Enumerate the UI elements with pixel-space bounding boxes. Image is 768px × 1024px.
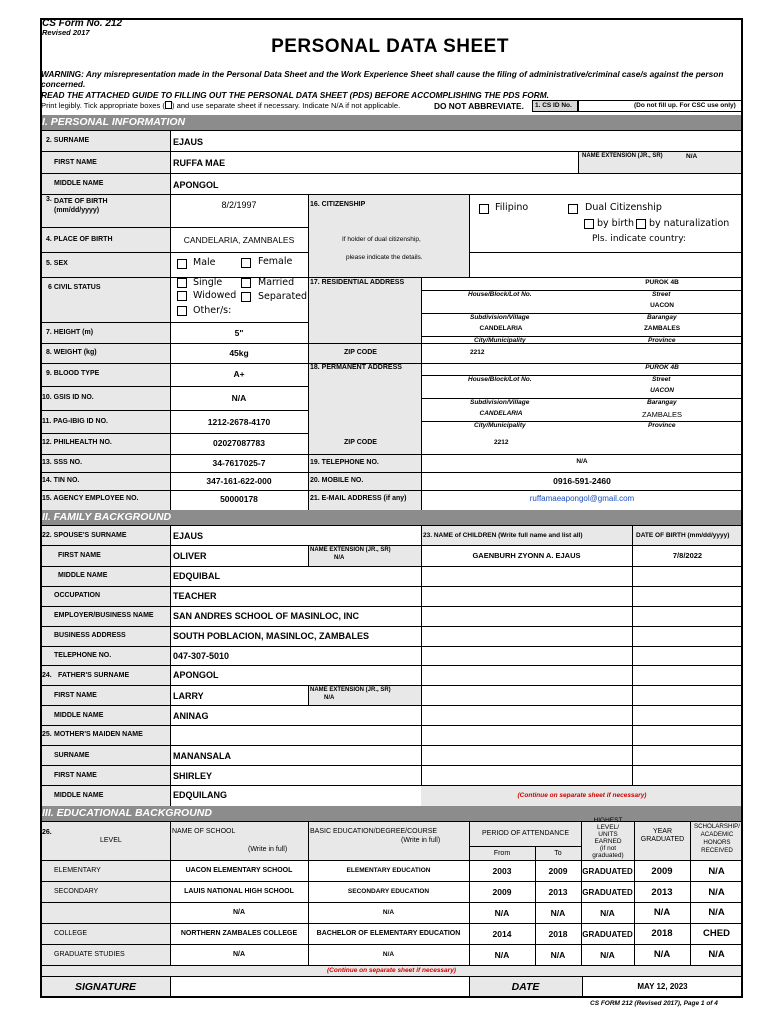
edu-course[interactable]: N/A (382, 951, 395, 958)
middle-name-label: MIDDLE NAME (54, 180, 104, 187)
sss-value[interactable]: 34-7617025-7 (212, 458, 266, 468)
edu-to[interactable]: 2013 (548, 887, 568, 897)
honors-header-line1: SCHOLARSHIP/ (693, 823, 741, 830)
page-footer: CS FORM 212 (Revised 2017), Page 1 of 4 (590, 1000, 718, 1007)
res-house-sublabel: House/Block/Lot No. (468, 291, 532, 298)
name-ext-label: NAME EXTENSION (JR., SR) (582, 153, 663, 159)
edu-level: COLLEGE (54, 930, 88, 937)
edu-school-header: NAME OF SCHOOL (172, 828, 236, 835)
honors-header-line4: RECEIVED (701, 847, 733, 854)
father-ext-label: NAME EXTENSION (JR., SR) (310, 687, 391, 693)
telephone-value[interactable]: N/A (576, 458, 588, 465)
education-number: 26. (42, 829, 52, 836)
edu-year[interactable]: 2009 (651, 866, 673, 877)
res-street-value[interactable]: PUROK 4B (645, 279, 679, 286)
employer-value[interactable]: SAN ANDRES SCHOOL OF MASINLOC, INC (173, 611, 360, 621)
mother-surname-label: SURNAME (54, 752, 90, 759)
signature-label: SIGNATURE (74, 981, 137, 993)
weight-label: 8. WEIGHT (kg) (46, 349, 97, 356)
spouse-ext-value[interactable]: N/A (334, 555, 345, 561)
edu-level-header: LEVEL (100, 837, 122, 844)
edu-level: GRADUATE STUDIES (54, 951, 125, 958)
spouse-first-label: FIRST NAME (58, 552, 101, 559)
telephone-label: 19. TELEPHONE NO. (310, 459, 379, 466)
first-name-value[interactable]: RUFFA MAE (173, 158, 226, 168)
units-header-line5: (if not (599, 845, 617, 852)
pob-label: 4. PLACE OF BIRTH (46, 236, 113, 243)
perm-barangay-value[interactable]: UACON (650, 387, 674, 394)
edu-course[interactable]: BACHELOR OF ELEMENTARY EDUCATION (316, 930, 461, 937)
units-header-line6: graduated) (592, 852, 624, 859)
edu-course[interactable]: SECONDARY EDUCATION (347, 888, 430, 895)
section-educational-background: III. EDUCATIONAL BACKGROUND (40, 806, 743, 821)
perm-barangay-sublabel: Barangay (647, 399, 677, 406)
mother-first-value[interactable]: SHIRLEY (173, 771, 213, 781)
pagibig-label: 11. PAG-IBIG ID NO. (42, 418, 108, 425)
child-name-value[interactable]: GAENBURH ZYONN A. EJAUS (472, 551, 581, 560)
res-barangay-sublabel: Barangay (647, 314, 677, 321)
blood-value[interactable]: A+ (233, 369, 245, 379)
father-first-label: FIRST NAME (54, 692, 97, 699)
honors-header-line2: ACADEMIC (700, 831, 734, 838)
surname-label: 2. SURNAME (46, 137, 90, 144)
agency-no-value[interactable]: 50000178 (220, 494, 258, 504)
perm-street-sublabel: Street (652, 376, 671, 383)
form-revised: Revised 2017 (42, 28, 90, 37)
edu-school-note: (Write in full) (248, 846, 288, 853)
father-first-value[interactable]: LARRY (173, 691, 204, 701)
edu-units[interactable]: N/A (600, 908, 615, 918)
page-title: PERSONAL DATA SHEET (271, 36, 509, 57)
by-birth-label: by birth (597, 218, 634, 229)
spouse-surname-label: 22. SPOUSE'S SURNAME (42, 532, 127, 539)
perm-street-value[interactable]: PUROK 4B (645, 364, 679, 371)
separated-label: Separated (258, 291, 308, 302)
edu-from[interactable]: N/A (494, 950, 510, 960)
edu-course-header: BASIC EDUCATION/DEGREE/COURSE (310, 828, 438, 835)
permanent-address-label: 18. PERMANENT ADDRESS (310, 364, 402, 371)
edu-course[interactable]: N/A (382, 909, 395, 916)
cs-id-note: (Do not fill up. For CSC use only) (634, 102, 736, 109)
res-zip-value[interactable]: 2212 (470, 349, 485, 356)
edu-units[interactable]: GRADUATED (582, 867, 633, 876)
spouse-middle-label: MIDDLE NAME (58, 572, 108, 579)
middle-name-value[interactable]: APONGOL (173, 180, 219, 190)
email-value[interactable]: ruffamaeapongol@gmail.com (529, 494, 635, 503)
occupation-label: OCCUPATION (54, 592, 101, 599)
perm-city-value[interactable]: CANDELARIA (479, 410, 523, 417)
citizenship-label: 16. CITIZENSHIP (310, 201, 366, 208)
philhealth-label: 12. PHILHEALTH NO. (42, 439, 112, 446)
residential-address-label: 17. RESIDENTIAL ADDRESS (310, 279, 405, 286)
res-barangay-value[interactable]: UACON (650, 302, 674, 309)
pagibig-value[interactable]: 1212-2678-4170 (207, 417, 271, 427)
edu-units[interactable]: N/A (600, 950, 615, 960)
height-label: 7. HEIGHT (m) (46, 329, 94, 336)
edu-to[interactable]: 2018 (548, 929, 568, 939)
mobile-label: 20. MOBILE NO. (310, 477, 364, 484)
dob-label: DATE OF BIRTH (54, 198, 108, 205)
education-continue-note: (Continue on separate sheet if necessary) (327, 967, 456, 974)
spouse-ext-label: NAME EXTENSION (JR., SR) (310, 547, 391, 553)
children-label: 23. NAME of CHILDREN (Write full name and list all) (423, 532, 583, 539)
units-header-line4: EARNED (594, 838, 622, 845)
units-header-line2: LEVEL/ (596, 824, 620, 831)
res-city-sublabel: City/Municipality (474, 337, 526, 344)
guide-text: READ THE ATTACHED GUIDE TO FILLING OUT THE PERSONAL DATA SHEET (PDS) BEFORE ACCOMPLISHING THE PDS FORM. (41, 90, 549, 100)
edu-honors[interactable]: N/A (708, 907, 725, 918)
form-number: CS Form No. 212 (42, 18, 123, 29)
edu-school[interactable]: N/A (232, 951, 246, 958)
edu-from[interactable]: 2014 (492, 929, 512, 939)
edu-honors[interactable]: N/A (708, 866, 725, 877)
edu-units[interactable]: GRADUATED (582, 930, 633, 939)
edu-year[interactable]: 2018 (651, 928, 673, 939)
surname-value[interactable]: EJAUS (173, 137, 204, 147)
res-province-sublabel: Province (648, 337, 676, 344)
edu-year[interactable]: 2013 (651, 887, 673, 898)
edu-to[interactable]: 2009 (548, 866, 568, 876)
tin-label: 14. TIN NO. (42, 477, 80, 484)
weight-value[interactable]: 45kg (229, 348, 249, 358)
mobile-value[interactable]: 0916-591-2460 (553, 476, 611, 486)
perm-zip-value[interactable]: 2212 (494, 439, 509, 446)
no-abbreviate: DO NOT ABBREVIATE. (434, 101, 524, 111)
edu-course[interactable]: ELEMENTARY EDUCATION (346, 867, 431, 874)
perm-province-sublabel: Province (648, 422, 676, 429)
year-header-line1: YEAR (652, 828, 673, 835)
first-name-label: FIRST NAME (54, 159, 97, 166)
business-address-label: BUSINESS ADDRESS (54, 632, 126, 639)
edu-school[interactable]: N/A (232, 909, 246, 916)
pob-value[interactable]: CANDELARIA, ZAMNBALES (183, 235, 295, 245)
father-surname-value[interactable]: APONGOL (173, 670, 219, 680)
female-label: Female (258, 256, 293, 267)
edu-to-header: To (554, 850, 562, 857)
edu-school[interactable]: NORTHERN ZAMBALES COLLEGE (180, 930, 298, 937)
employer-label: EMPLOYER/BUSINESS NAME (54, 612, 154, 619)
others-label: Other/s: (193, 305, 232, 316)
gsis-value[interactable]: N/A (231, 393, 247, 403)
edu-level: SECONDARY (54, 888, 99, 895)
edu-to[interactable]: N/A (550, 950, 566, 960)
spouse-middle-value[interactable]: EDQUIBAL (173, 571, 220, 581)
blood-type-label: 9. BLOOD TYPE (46, 370, 100, 377)
male-label: Male (193, 257, 216, 268)
married-label: Married (258, 277, 295, 288)
occupation-value[interactable]: TEACHER (173, 591, 217, 601)
edu-from[interactable]: N/A (494, 908, 510, 918)
spouse-tel-value[interactable]: 047-307-5010 (173, 651, 230, 661)
edu-honors[interactable]: CHED (703, 928, 730, 939)
mother-number: 25. (42, 731, 52, 738)
res-city-value[interactable]: CANDELARIA (479, 325, 523, 332)
sex-label: 5. SEX (46, 260, 68, 267)
edu-honors[interactable]: N/A (708, 949, 725, 960)
child-dob-label: DATE OF BIRTH (mm/dd/yyyy) (636, 532, 730, 539)
year-header-line2: GRADUATED (640, 836, 685, 843)
indicate-country-label: Pls. indicate country: (592, 234, 686, 244)
units-header-line1: HIGHEST (593, 817, 623, 824)
date-label: DATE (511, 981, 540, 993)
edu-year[interactable]: N/A (653, 949, 671, 960)
edu-school[interactable]: UACON ELEMENTARY SCHOOL (185, 867, 293, 874)
section-family-background: II. FAMILY BACKGROUND (40, 510, 743, 525)
spouse-tel-label: TELEPHONE NO. (54, 652, 112, 659)
dual-note-b: please indicate the details. (346, 254, 423, 261)
edu-year[interactable]: N/A (653, 907, 671, 918)
sss-label: 13. SSS NO. (42, 459, 83, 466)
edu-honors[interactable]: N/A (708, 887, 725, 898)
civil-status-label: 6 CIVIL STATUS (48, 284, 101, 291)
philhealth-value[interactable]: 02027087783 (212, 438, 265, 448)
mother-middle-value[interactable]: EDQUILANG (173, 790, 227, 800)
mother-first-label: FIRST NAME (54, 772, 97, 779)
father-middle-value[interactable]: ANINAG (173, 711, 209, 721)
res-subdiv-sublabel: Subdivision/Village (470, 314, 530, 321)
edu-period-header: PERIOD OF ATTENDANCE (482, 830, 569, 837)
perm-province-value[interactable]: ZAMBALES (641, 410, 682, 419)
mother-middle-label: MIDDLE NAME (54, 792, 104, 799)
edu-from[interactable]: 2009 (492, 887, 512, 897)
dob-value[interactable]: 8/2/1997 (221, 200, 257, 210)
single-label: Single (193, 277, 223, 288)
child-dob-value[interactable]: 7/8/2022 (672, 551, 703, 560)
filipino-label: Filipino (495, 202, 529, 213)
warning-text: WARNING: Any misrepresentation made in the Personal Data Sheet and the Work Experience Sheet shall cause the filing of administrative/criminal case/s against the person concerned. (41, 69, 724, 89)
edu-course-note: (Write in full) (401, 837, 441, 844)
tin-value[interactable]: 347-161-622-000 (206, 476, 272, 486)
father-middle-label: MIDDLE NAME (54, 712, 104, 719)
edu-level: ELEMENTARY (54, 867, 101, 874)
by-naturalization-label: by naturalization (649, 218, 730, 229)
perm-zip-label: ZIP CODE (344, 439, 377, 446)
family-continue-note: (Continue on separate sheet if necessary) (517, 792, 647, 799)
perm-subdiv-sublabel: Subdivision/Village (470, 399, 530, 406)
email-label: 21. E-MAIL ADDRESS (if any) (310, 495, 407, 502)
agency-no-label: 15. AGENCY EMPLOYEE NO. (42, 495, 139, 502)
spouse-first-value[interactable]: OLIVER (173, 551, 207, 561)
edu-from[interactable]: 2003 (492, 866, 512, 876)
gsis-label: 10. GSIS ID NO. (42, 394, 94, 401)
edu-units[interactable]: GRADUATED (582, 888, 633, 897)
perm-house-sublabel: House/Block/Lot No. (468, 376, 532, 383)
spouse-surname-value[interactable]: EJAUS (173, 531, 204, 541)
print-instructions-a: Print legibly. Tick appropriate boxes ( (41, 101, 165, 110)
edu-from-header: From (493, 850, 511, 857)
perm-city-sublabel: City/Municipality (474, 422, 526, 429)
widowed-label: Widowed (193, 290, 237, 301)
height-value[interactable]: 5" (234, 328, 244, 338)
section-personal-info: I. PERSONAL INFORMATION (40, 115, 743, 130)
dob-format: (mm/dd/yyyy) (54, 207, 100, 214)
cs-id-label: 1. CS ID No. (535, 102, 572, 109)
res-province-value[interactable]: ZAMBALES (643, 325, 681, 332)
dual-citizenship-label: Dual Citizenship (585, 202, 662, 213)
date-value[interactable]: MAY 12, 2023 (637, 982, 688, 991)
res-zip-label: ZIP CODE (344, 349, 377, 356)
mother-surname-value[interactable]: MANANSALA (173, 751, 231, 761)
name-ext-value[interactable]: N/A (686, 153, 698, 160)
honors-header-line3: HONORS (703, 839, 731, 846)
units-header-line3: UNITS (598, 831, 618, 838)
form-border (40, 18, 743, 998)
father-ext-value[interactable]: N/A (324, 695, 335, 701)
business-address-value[interactable]: SOUTH POBLACION, MASINLOC, ZAMBALES (173, 631, 369, 641)
print-instructions-b: ) and use separate sheet if necessary. Indicate N/A if not applicable. (171, 101, 401, 110)
mother-maiden-label: MOTHER'S MAIDEN NAME (54, 731, 143, 738)
edu-school[interactable]: LAUIS NATIONAL HIGH SCHOOL (184, 888, 294, 895)
father-surname-label: FATHER'S SURNAME (58, 672, 130, 679)
dob-number: 3. (46, 196, 52, 203)
res-street-sublabel: Street (652, 291, 671, 298)
edu-to[interactable]: N/A (550, 908, 566, 918)
father-number: 24. (42, 672, 52, 679)
dual-note-a: If holder of dual citizenship, (342, 236, 421, 243)
